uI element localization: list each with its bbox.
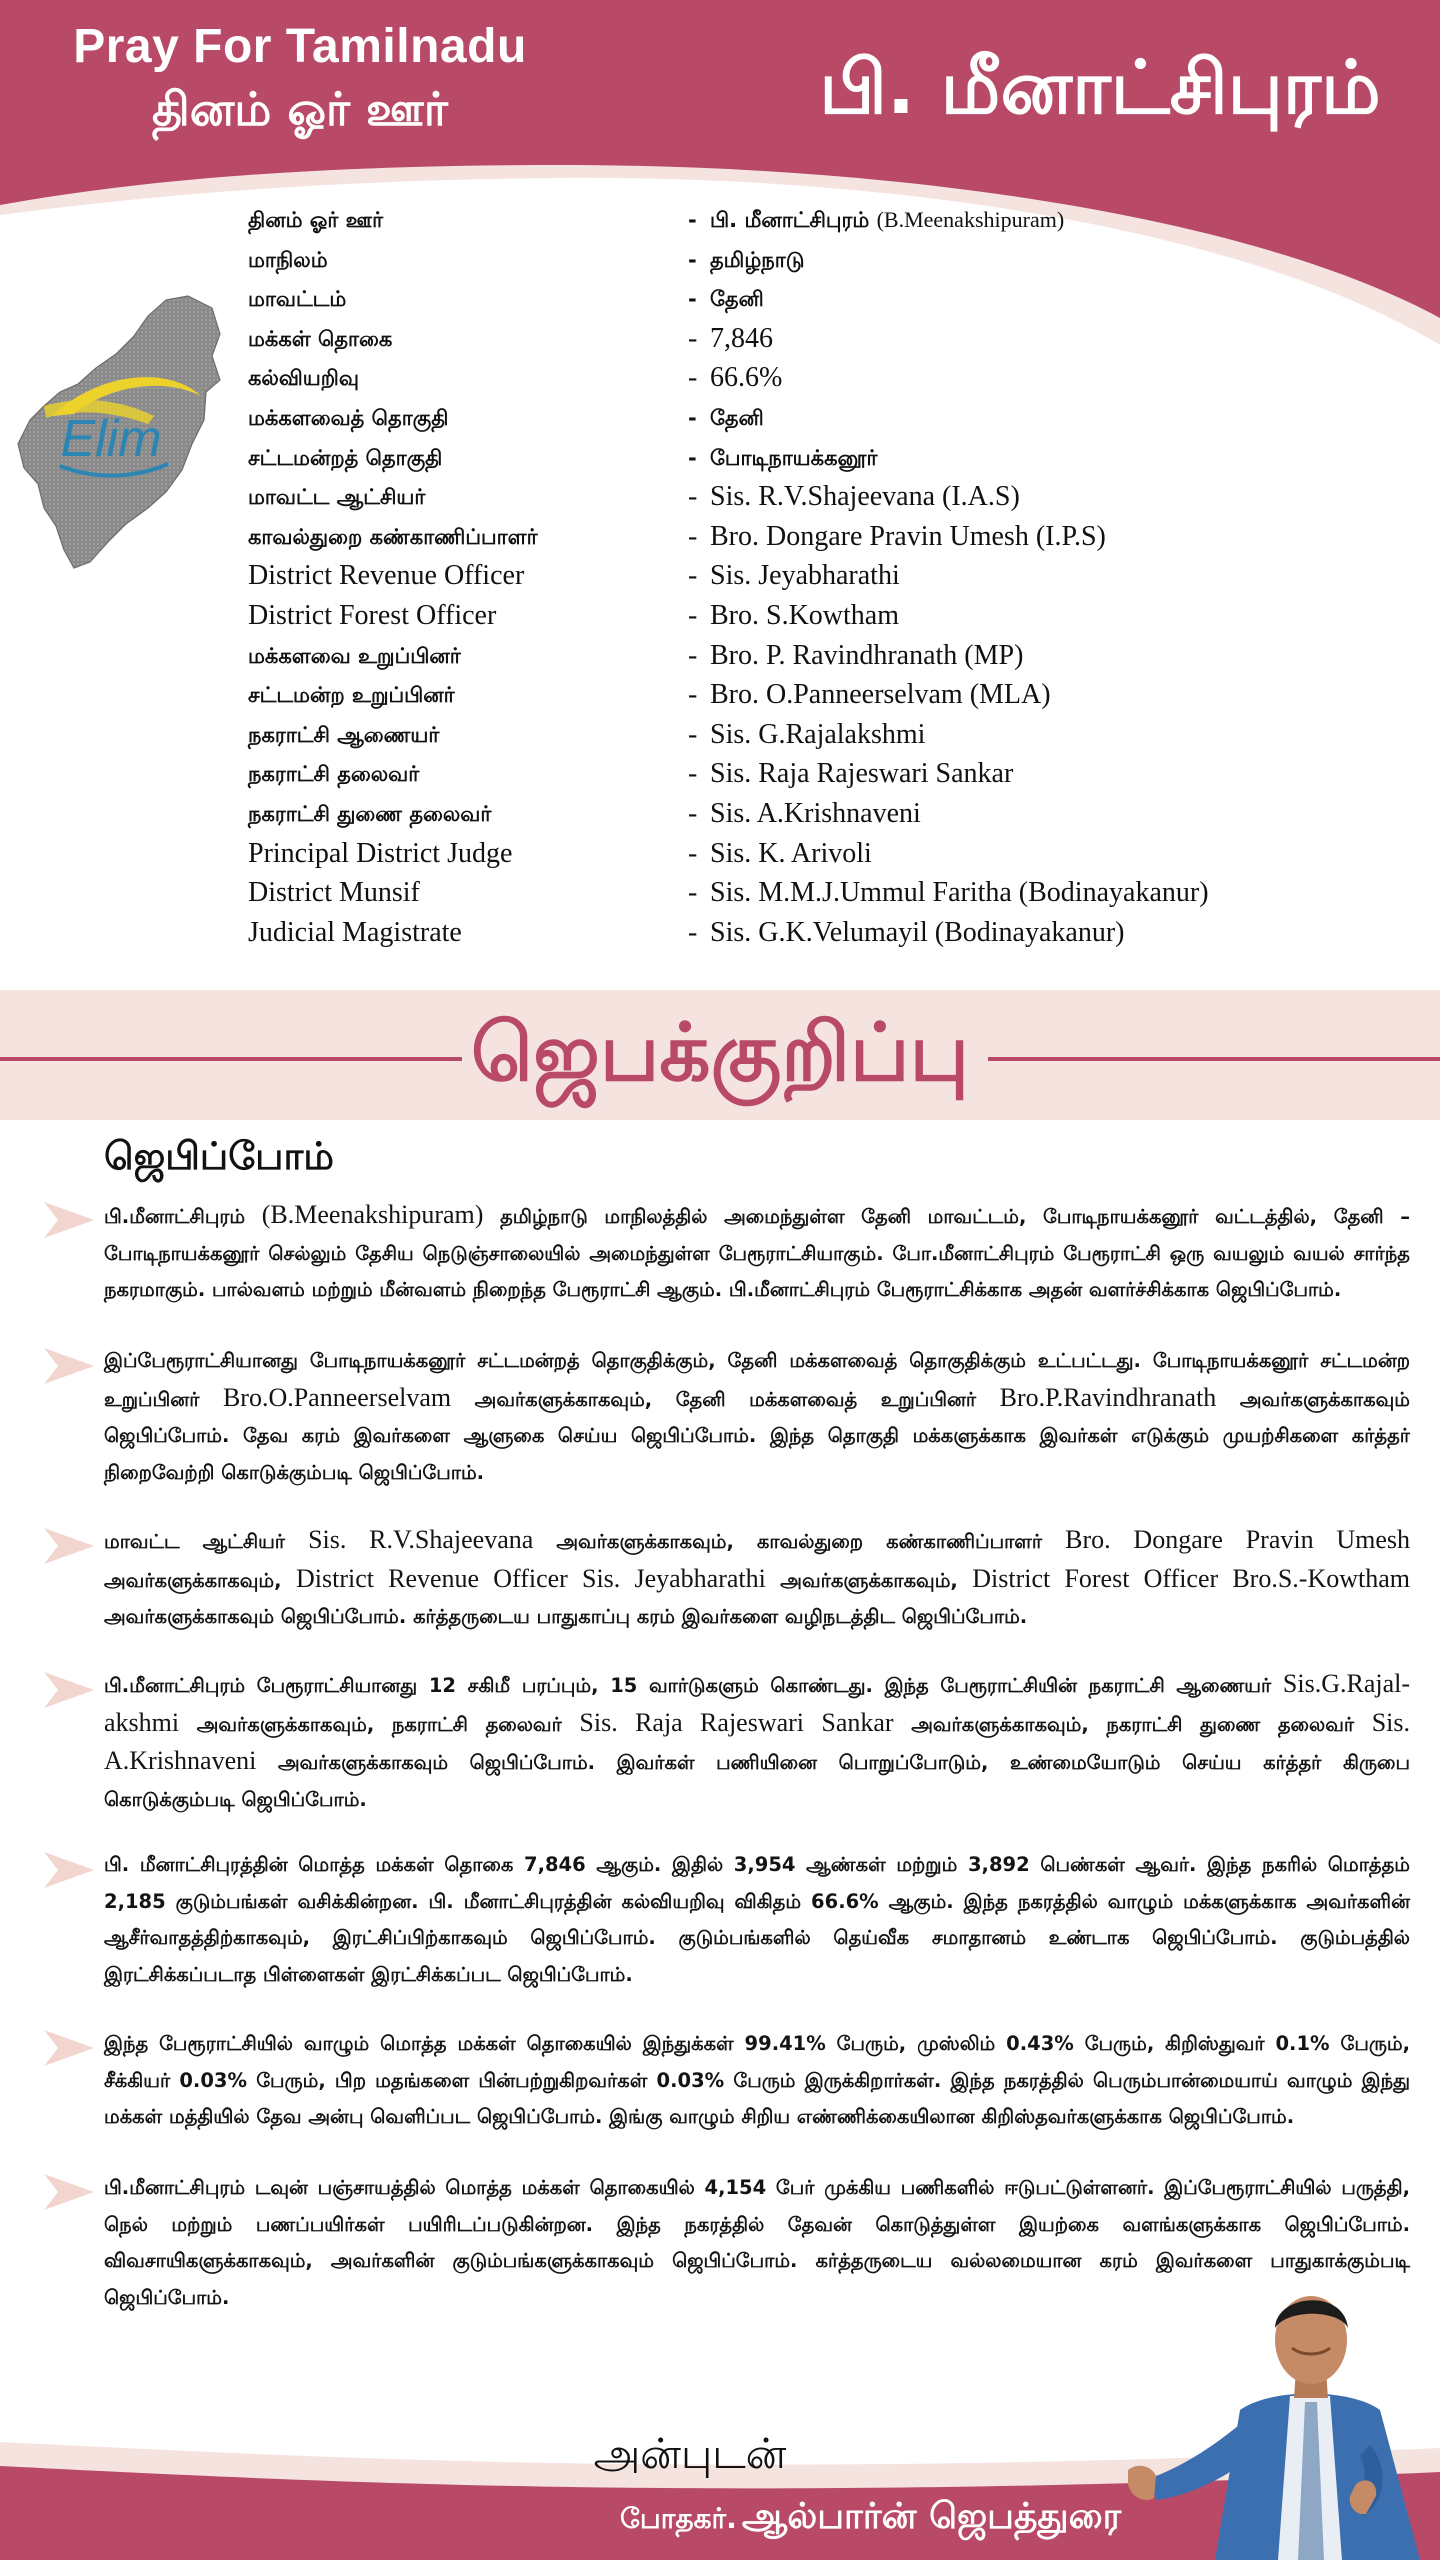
dinam-or-oor: தினம் ஓர் ஊர் (152, 82, 448, 136)
info-row (248, 517, 1418, 557)
arrow-bullet-icon (44, 1526, 94, 1566)
info-value-text: தேனி (710, 287, 764, 312)
section-title: ஜெபிப்போம் (104, 1134, 334, 1178)
info-row (248, 636, 1418, 676)
info-dash: - (688, 916, 698, 948)
info-dash: - (688, 520, 698, 552)
arrow-bullet-icon (44, 1346, 94, 1386)
info-row (248, 438, 1418, 478)
arrow-bullet-icon (44, 2028, 94, 2068)
info-dash: - (688, 287, 697, 312)
info-value-text: Bro. Dongare Pravin Umesh (I.P.S) (710, 520, 1106, 552)
paragraph-5: பி. மீனாட்சிபுரத்தின் மொத்த மக்கள் தொகை 7,846 ஆகும். இதில் 3,954 ஆண்கள் மற்றும் 3,892 பெண்கள் ஆவர். இந்த நகரில் மொத்தம் 2,185 குடும்பங்கள் வசிக்கின்றன. பி. மீனாட்சிபுரத்தின் கல்வியறிவு விகிதம் 66.6% ஆகும். இந்த நகரத்தில் வாழும் மக்களுக்காக அவர்களின் ஆசீர்வாதத்திற்காகவும், இரட்சிப்பிற்காகவும் ஜெபிப்போம். குடும்பங்களில் தெய்வீக சமாதானம் உண்டாக ஜெபிப்போம். குடும்பத்தில் இரட்சிக்கப்படாத பிள்ளைகள் இரட்சிக்கப்பட ஜெபிப்போம். (104, 1853, 1410, 1986)
info-value (710, 279, 764, 319)
info-label: தினம் ஓர் ஊர் (248, 208, 384, 232)
paragraph-3: மாவட்ட ஆட்சியர் Sis. R.V.Shajeevana அவர்களுக்காகவும், காவல்துறை கண்காணிப்பாளர் Bro. Dongare Pravin Umesh அவர்களுக்காகவும், District Revenue Officer Sis. Jeyabharathi அவர்களுக்காகவும், District Forest Officer Bro.S.-Kowtham அவர்களுக்காகவும் ஜெபிப்போம். கர்த்தருடைய பாதுகாப்பு கரம் இவர்களை வழிநடத்திட ஜெபிப்போம். (104, 1525, 1411, 1628)
info-value-text: Bro. P. Ravindhranath (MP) (710, 639, 1024, 671)
info-value (710, 556, 900, 596)
info-row (248, 240, 1418, 280)
info-row (248, 556, 1418, 596)
info-label: சட்டமன்றத் தொகுதி (248, 445, 443, 470)
info-label: Judicial Magistrate (248, 916, 462, 948)
info-row (248, 794, 1418, 834)
info-value (710, 715, 925, 755)
info-label: நகராட்சி ஆணையர் (248, 722, 440, 747)
header-tagline (60, 18, 540, 142)
info-dash: - (688, 837, 698, 869)
info-row (248, 358, 1418, 398)
info-dash: - (688, 322, 698, 354)
info-dash: - (688, 718, 698, 750)
info-value-text: Sis. G.K.Velumayil (Bodinayakanur) (710, 916, 1125, 948)
pastor-name: ஆல்பார்ன் ஜெபத்துரை (741, 2496, 1122, 2537)
arrow-bullet-icon (44, 1670, 94, 1710)
info-row (248, 596, 1418, 636)
info-dash: - (688, 599, 698, 631)
info-value-text: Bro. O.Panneerselvam (MLA) (710, 679, 1051, 711)
paragraph-2: இப்பேரூராட்சியானது போடிநாயக்கனூர் சட்டமன்றத் தொகுதிக்கும், தேனி மக்களவைத் தொகுதிக்கும் உட்பட்டது. போடிநாயக்கனூர் சட்டமன்ற உறுப்பினர் Bro.O.Panneerselvam அவர்களுக்காகவும், தேனி மக்களவைத் உறுப்பினர் Bro.P.Ravindhranath அவர்களுக்காகவும் ஜெபிப்போம். தேவ கரம் இவர்களை ஆளுகை செய்ய ஜெபிப்போம். இந்த தொகுதி மக்களுக்காக இவர்கள் எடுக்கும் முயற்சிகளை கர்த்தர் நிறைவேற்றி கொடுக்கும்படி ஜெபிப்போம். (104, 1349, 1410, 1484)
banner-line-right (988, 1057, 1440, 1061)
info-value-text: 66.6% (710, 362, 783, 394)
info-label: மாவட்ட ஆட்சியர் (248, 485, 426, 510)
info-label: Principal District Judge (248, 837, 513, 869)
info-value-text: தேனி (710, 405, 764, 430)
info-value (710, 477, 1020, 517)
info-value-text: Sis. R.V.Shajeevana (I.A.S) (710, 481, 1020, 513)
banner-title: ஜெபக்குறிப்பு (470, 1006, 970, 1099)
info-label: காவல்துறை கண்காணிப்பாளர் (248, 524, 538, 549)
info-value-text: Sis. M.M.J.Ummul Faritha (Bodinayakanur) (710, 877, 1209, 909)
info-row (248, 200, 1418, 240)
arrow-bullet-icon (44, 1850, 94, 1890)
info-dash: - (688, 247, 697, 272)
info-value (710, 319, 773, 359)
info-value-text: Sis. Raja Rajeswari Sankar (710, 758, 1014, 790)
pastor-signature (620, 2487, 1121, 2553)
info-dash: - (688, 445, 697, 470)
pray-for-tamilnadu: Pray For Tamilnadu (73, 20, 527, 73)
info-dash: - (688, 560, 698, 592)
info-value (710, 398, 764, 438)
info-dash: - (688, 797, 698, 829)
info-value-text: Bro. S.Kowtham (710, 599, 899, 631)
pastor-photo (1120, 2270, 1440, 2560)
info-value (710, 675, 1051, 715)
info-row (248, 279, 1418, 319)
info-value (710, 754, 1013, 794)
paragraph-1: பி.மீனாட்சிபுரம் (B.Meenakshipuram) தமிழ்நாடு மாநிலத்தில் அமைந்துள்ள தேனி மாவட்டம், போடிநாயக்கனூர் வட்டத்தில், தேனி – போடிநாயக்கனூர் செல்லும் தேசிய நெடுஞ்சாலையில் அமைந்துள்ள பேரூராட்சியாகும். போ.மீனாட்சிபுரம் பேரூராட்சி ஒரு வயலும் வயல் சார்ந்த நகரமாகும். பால்வளம் மற்றும் மீன்வளம் நிறைந்த பேரூராட்சி ஆகும். பி.மீனாட்சிபுரம் பேரூராட்சிக்காக அதன் வளர்ச்சிக்காக ஜெபிப்போம். (104, 1200, 1410, 1301)
info-value-text: Sis. G.Rajalakshmi (710, 718, 926, 750)
info-value (710, 913, 1125, 953)
info-row (248, 675, 1418, 715)
info-dash: - (688, 679, 698, 711)
info-label: மக்கள் தொகை (248, 326, 393, 351)
info-value-text: Sis. A.Krishnaveni (710, 797, 921, 829)
arrow-bullet-icon (44, 1200, 94, 1240)
info-value (710, 596, 899, 636)
info-dash: - (688, 877, 698, 909)
info-row (248, 715, 1418, 755)
info-row (248, 398, 1418, 438)
paragraph-4: பி.மீனாட்சிபுரம் பேரூராட்சியானது 12 சகிமீ பரப்பும், 15 வார்டுகளும் கொண்டது. இந்த பேரூராட்சியின் நகராட்சி ஆணையர் Sis.G.Rajal-akshmi அவர்களுக்காகவும், நகராட்சி தலைவர் Sis. Raja Rajeswari Sankar அவர்களுக்காகவும், நகராட்சி துணை தலைவர் Sis. A.Krishnaveni அவர்களுக்காகவும் ஜெபிப்போம். இவர்கள் பணியினை பொறுப்போடும், உண்மையோடும் செய்ய கர்த்தர் கிருபை கொடுக்கும்படி ஜெபிப்போம். (104, 1669, 1411, 1811)
info-row (248, 913, 1418, 953)
info-label: மக்களவைத் தொகுதி (248, 405, 449, 430)
info-row (248, 477, 1418, 517)
info-row (248, 319, 1418, 359)
tamilnadu-map-icon (16, 294, 226, 570)
info-label: மக்களவை உறுப்பினர் (248, 643, 461, 668)
info-label: District Munsif (248, 877, 420, 909)
info-value-text: போடிநாயக்கனூர் (710, 445, 878, 470)
info-value (710, 873, 1209, 913)
info-value (710, 834, 872, 874)
signoff-anbudan: அன்புடன் (593, 2429, 787, 2478)
info-label: சட்டமன்ற உறுப்பினர் (248, 683, 455, 708)
banner-line-left (0, 1057, 462, 1061)
info-row (248, 873, 1418, 913)
paragraph-6: இந்த பேரூராட்சியில் வாழும் மொத்த மக்கள் தொகையில் இந்துக்கள் 99.41% பேரும், முஸ்லிம் 0.43% பேரும், கிறிஸ்துவர் 0.1% பேரும், சீக்கியர் 0.03% பேரும், பிற மதங்களை பின்பற்றுகிறவர்கள் 0.03% பேரும் இருக்கிறார்கள். இந்த நகரத்தில் பெரும்பான்மையாய் வாழும் இந்து மக்கள் மத்தியில் தேவ அன்பு வெளிப்பட ஜெபிப்போம். இங்கு வாழும் சிறிய எண்ணிக்கையிலான கிறிஸ்தவர்களுக்காக ஜெபிப்போம். (104, 2032, 1410, 2128)
info-dash: - (688, 405, 697, 430)
info-table (248, 200, 1418, 952)
page-title: பி. மீனாட்சிபுரம் (819, 45, 1381, 131)
info-value (710, 358, 782, 398)
info-value (710, 438, 877, 478)
info-label: மாநிலம் (248, 247, 328, 272)
info-value-english: (B.Meenakshipuram) (876, 207, 1065, 232)
arrow-bullet-icon (44, 2172, 94, 2212)
info-dash: - (688, 639, 698, 671)
info-value (710, 240, 804, 280)
info-value (710, 517, 1106, 557)
info-dash: - (688, 362, 698, 394)
info-value-text: Sis. K. Arivoli (710, 837, 872, 869)
info-dash: - (688, 208, 697, 232)
info-row (248, 834, 1418, 874)
info-value (710, 794, 921, 834)
info-row (248, 754, 1418, 794)
info-value (710, 200, 1064, 240)
info-label: மாவட்டம் (248, 287, 347, 312)
pastor-prefix: போதகர். (620, 2502, 737, 2535)
info-label: District Revenue Officer (248, 560, 525, 592)
elim-logo-text: Elim (60, 410, 162, 468)
info-dash: - (688, 481, 698, 513)
info-value-text: தமிழ்நாடு (710, 247, 805, 272)
info-value (710, 636, 1023, 676)
info-label: கல்வியறிவு (248, 366, 359, 391)
info-dash: - (688, 758, 698, 790)
info-value-text: பி. மீனாட்சிபுரம் (710, 208, 870, 232)
info-label: நகராட்சி துணை தலைவர் (248, 801, 492, 826)
info-value-text: 7,846 (710, 322, 773, 354)
info-value-text: Sis. Jeyabharathi (710, 560, 900, 592)
info-label: நகராட்சி தலைவர் (248, 762, 420, 787)
paragraph-7: பி.மீனாட்சிபுரம் டவுன் பஞ்சாயத்தில் மொத்த மக்கள் தொகையில் 4,154 பேர் முக்கிய பணிகளில் ஈடுபட்டுள்ளனர். இப்பேரூராட்சியில் பருத்தி, நெல் மற்றும் பணப்பயிர்கள் பயிரிடப்படுகின்றன. இந்த நகரத்தில் தேவன் கொடுத்துள்ள இயற்கை வளங்களுக்காக ஜெபிப்போம். விவசாயிகளுக்காகவும், அவர்களின் குடும்பங்களுக்காகவும் ஜெபிப்போம். கர்த்தருடைய வல்லமையான கரம் இவர்களை பாதுகாக்கும்படி ஜெபிப்போம். (104, 2176, 1410, 2309)
info-label: District Forest Officer (248, 599, 497, 631)
